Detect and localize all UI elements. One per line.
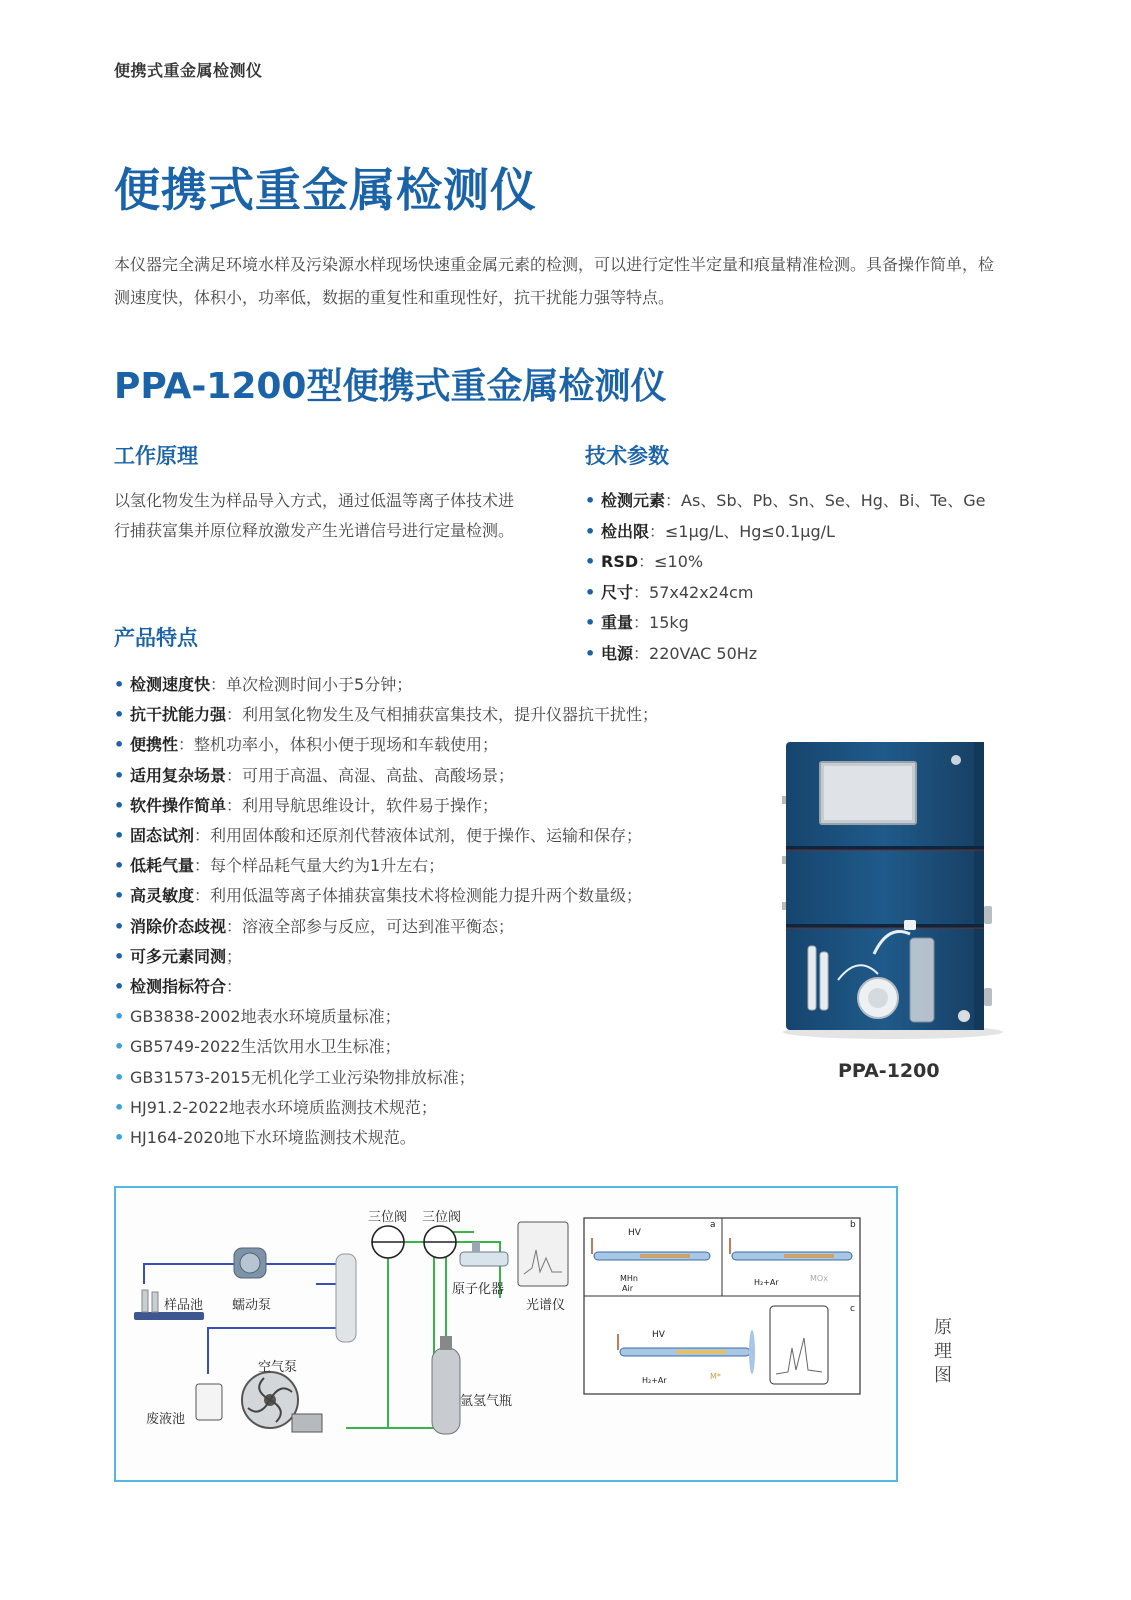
diagram-graphic xyxy=(116,1188,896,1480)
peristaltic-pump-label: 蠕动泵 xyxy=(232,1298,272,1313)
model-title: PPA-1200型便携式重金属检测仪 xyxy=(114,366,667,407)
running-header: 便携式重金属检测仪 xyxy=(114,61,263,80)
features-list xyxy=(114,670,734,1153)
sample-pool-label: 样品池 xyxy=(164,1298,204,1313)
principle-heading: 工作原理 xyxy=(114,444,198,468)
param-item: • RSD：≤10% xyxy=(585,547,985,578)
feature-item: • 检测速度快：单次检测时间小于5分钟； xyxy=(114,670,734,700)
feature-item: • 适用复杂场景：可用于高温、高湿、高盐、高酸场景； xyxy=(114,761,734,791)
standard-item: • GB31573-2015无机化学工业污染物排放标准； xyxy=(114,1063,734,1093)
standard-item: • HJ164-2020地下水环境监测技术规范。 xyxy=(114,1123,734,1153)
valve-2-label: 三位阀 xyxy=(422,1210,462,1225)
device-image xyxy=(778,740,1008,1040)
inset-c-label: c xyxy=(850,1304,855,1314)
principle-text: 以氢化物发生为样品导入方式，通过低温等离子体技术进行捕获富集并原位释放激发产生光谱信号进行定量检测。 xyxy=(114,491,515,540)
feature-item: • 检测指标符合： xyxy=(114,972,734,1002)
feature-item: • 高灵敏度：利用低温等离子体捕获富集技术将检测能力提升两个数量级； xyxy=(114,881,734,911)
feature-item: • 抗干扰能力强：利用氢化物发生及气相捕获富集技术，提升仪器抗干扰性； xyxy=(114,700,734,730)
hv-c-label: HV xyxy=(652,1330,665,1340)
features-heading: 产品特点 xyxy=(114,626,198,650)
mhn-label: MHn xyxy=(620,1274,638,1283)
feature-item: • 固态试剂：利用固体酸和还原剂代替液体试剂，便于操作、运输和保存； xyxy=(114,821,734,851)
mox-label: MOx xyxy=(810,1274,828,1283)
air-label: Air xyxy=(622,1284,633,1293)
param-item: • 电源：220VAC 50Hz xyxy=(585,639,985,670)
page-title: 便携式重金属检测仪 xyxy=(114,163,537,217)
inset-a-label: a xyxy=(710,1220,716,1230)
feature-item: • 可多元素同测； xyxy=(114,942,734,972)
air-pump-label: 空气泵 xyxy=(258,1360,298,1375)
m-star-label: M* xyxy=(710,1372,721,1381)
intro-paragraph: 本仪器完全满足环境水样及污染源水样现场快速重金属元素的检测，可以进行定性半定量和痕量精准检测。具备操作简单，检测速度快，体积小，功率低，数据的重复性和重现性好，抗干扰能力强等特点。 xyxy=(114,255,995,307)
h2ar-b-label: H₂+Ar xyxy=(754,1278,779,1287)
param-item: • 检出限：≤1μg/L、Hg≤0.1μg/L xyxy=(585,517,985,548)
spectrometer-label: 光谱仪 xyxy=(526,1298,566,1313)
inset-b-label: b xyxy=(850,1220,856,1230)
standard-item: • GB3838-2002地表水环境质量标准； xyxy=(114,1002,734,1032)
gas-cylinder-label: 氩氢气瓶 xyxy=(460,1394,513,1409)
feature-item: • 消除价态歧视：溶液全部参与反应，可达到准平衡态； xyxy=(114,912,734,942)
standard-item: • HJ91.2-2022地表水环境质监测技术规范； xyxy=(114,1093,734,1123)
standard-item: • GB5749-2022生活饮用水卫生标准； xyxy=(114,1032,734,1062)
param-item: • 尺寸：57x42x24cm xyxy=(585,578,985,609)
h2ar-c-label: H₂+Ar xyxy=(642,1376,667,1385)
waste-pool-label: 废液池 xyxy=(146,1412,186,1427)
hv-a-label: HV xyxy=(628,1228,641,1238)
params-heading: 技术参数 xyxy=(585,444,669,468)
feature-item: • 软件操作简单：利用导航思维设计，软件易于操作； xyxy=(114,791,734,821)
param-item: • 检测元素：As、Sb、Pb、Sn、Se、Hg、Bi、Te、Ge xyxy=(585,486,985,517)
valve-1-label: 三位阀 xyxy=(368,1210,408,1225)
feature-item: • 低耗气量：每个样品耗气量大约为1升左右； xyxy=(114,851,734,881)
atomizer-label: 原子化器 xyxy=(452,1282,505,1297)
param-item: • 重量：15kg xyxy=(585,608,985,639)
diagram-side-label: 原理图 xyxy=(934,1317,952,1386)
principle-diagram xyxy=(114,1186,898,1482)
params-list xyxy=(585,486,985,669)
device-caption: PPA-1200 xyxy=(838,1060,940,1082)
feature-item: • 便携性：整机功率小，体积小便于现场和车载使用； xyxy=(114,730,734,760)
